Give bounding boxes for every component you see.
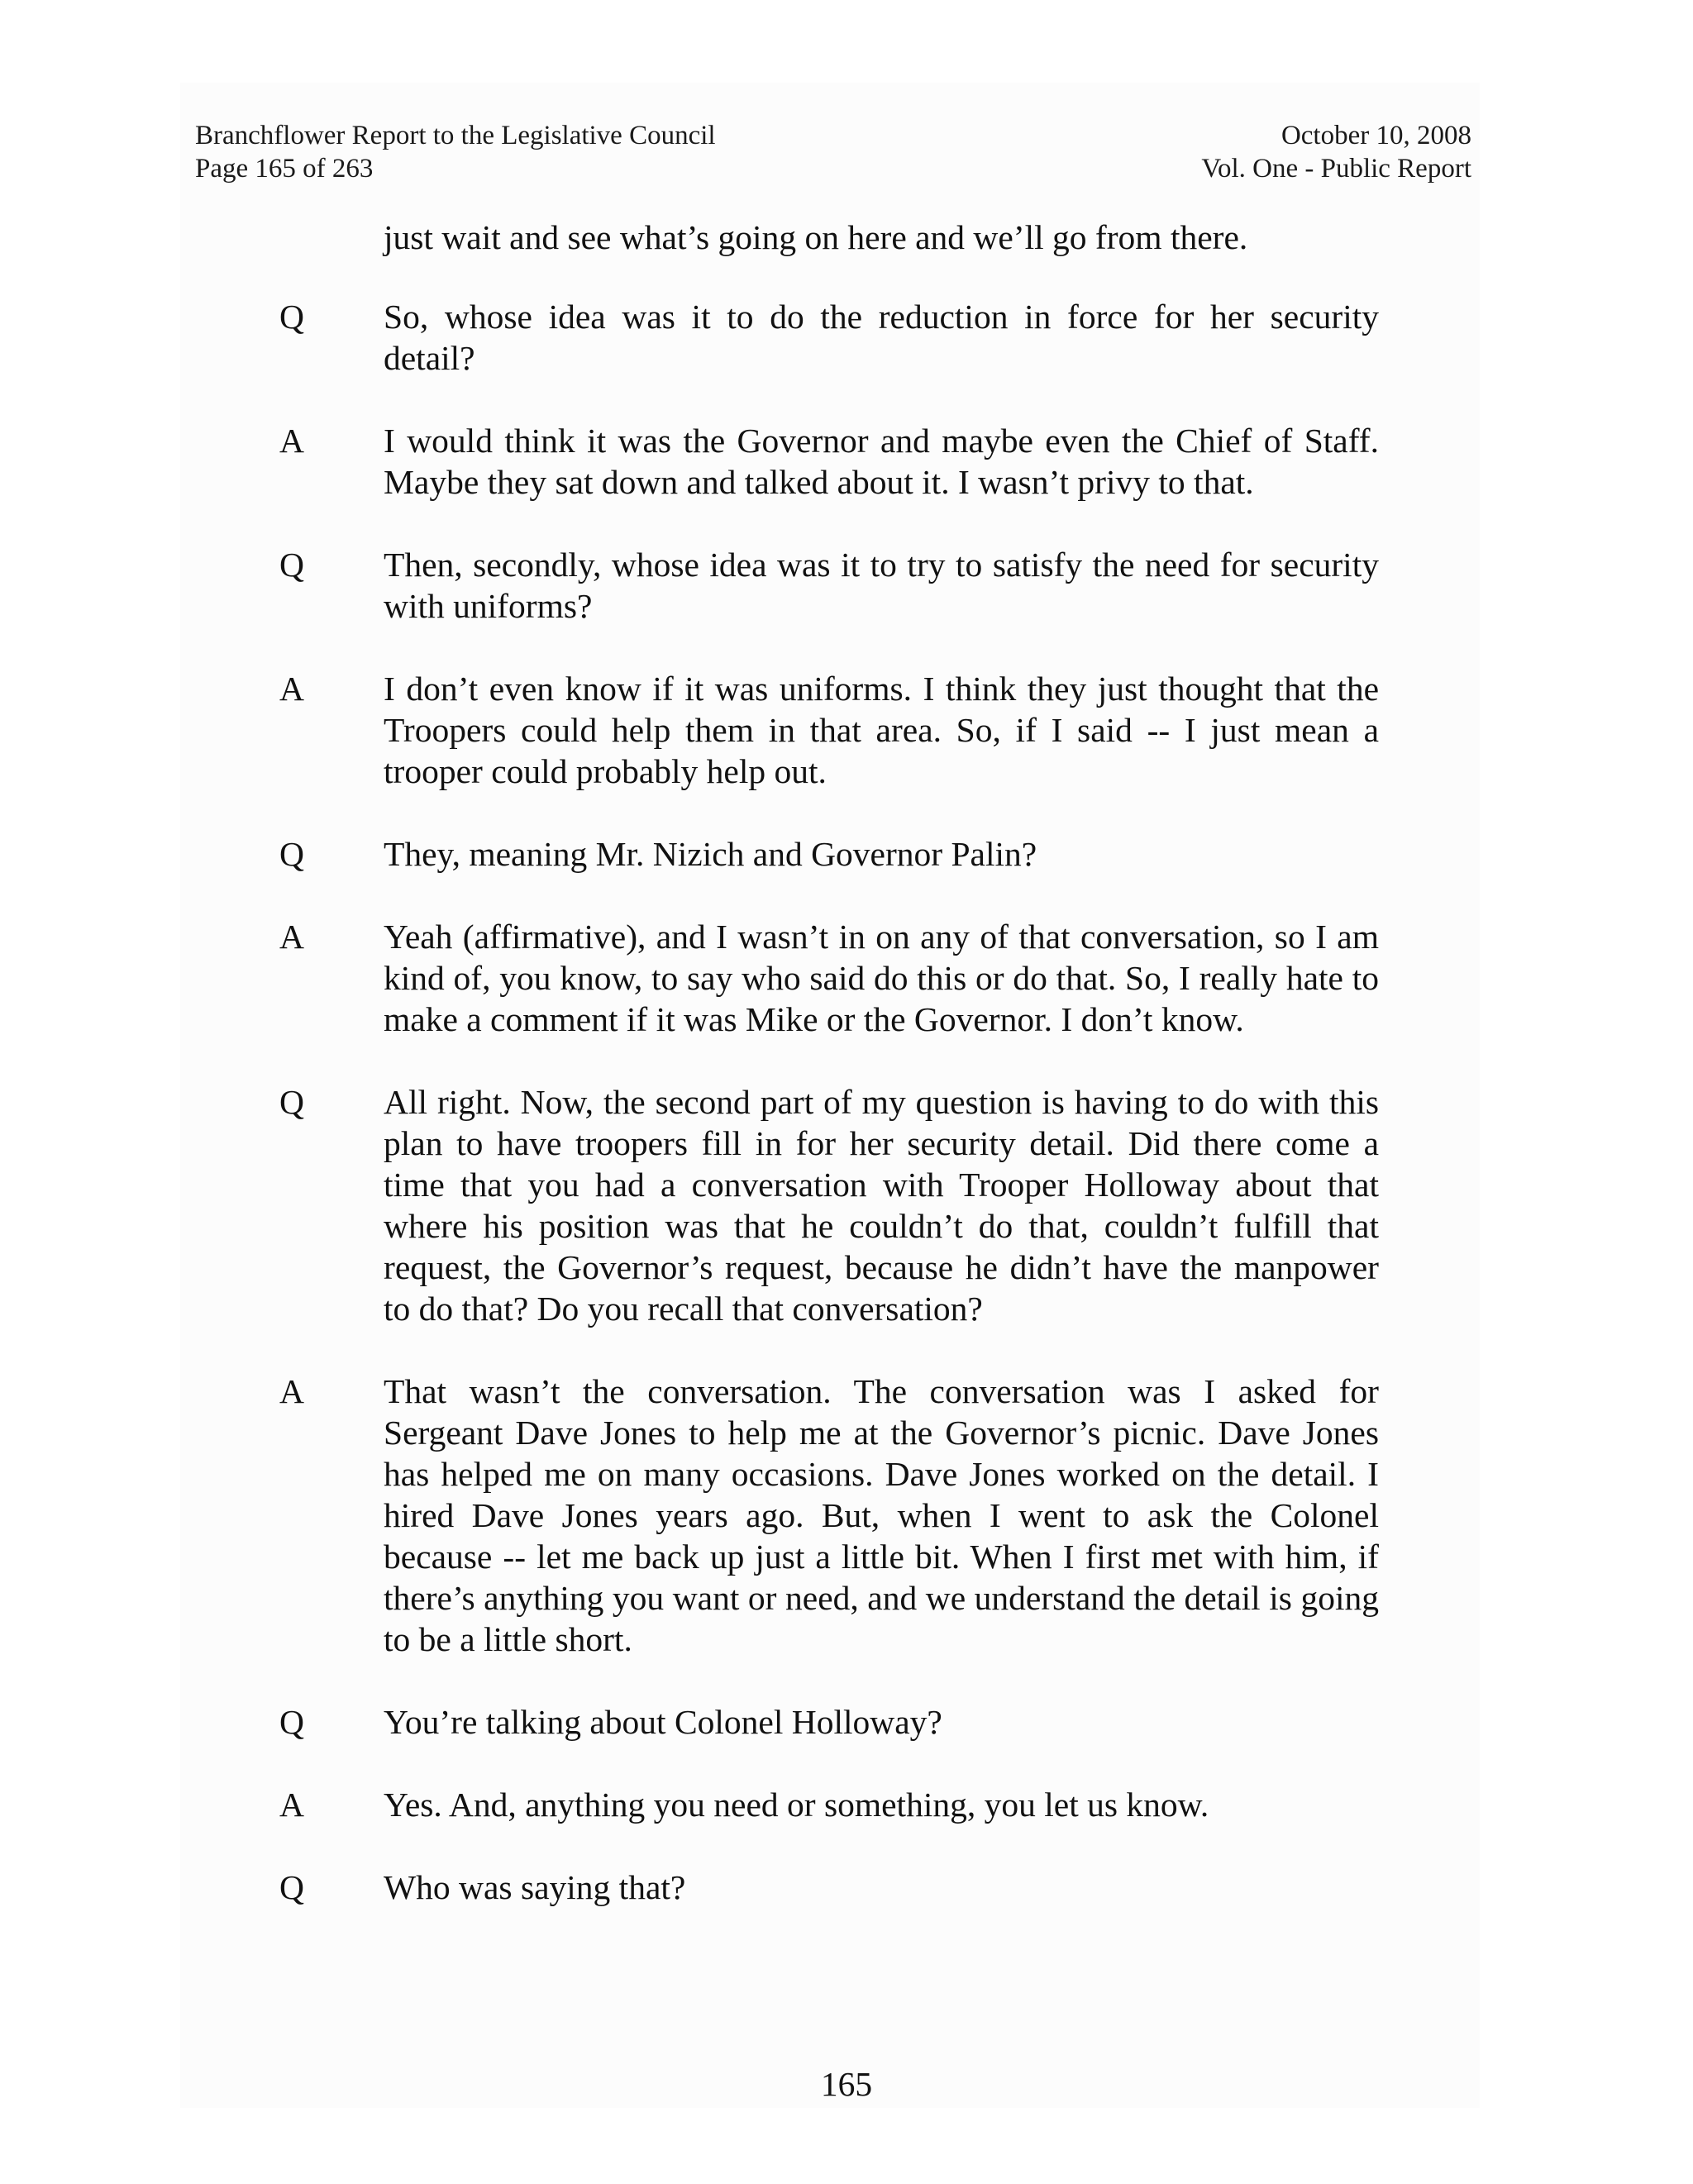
transcript-entry (279, 1867, 1379, 1908)
transcript-entry (279, 1081, 1379, 1329)
speaker-label: Q (279, 835, 304, 873)
transcript-entry (279, 916, 1379, 1040)
header-left (195, 119, 716, 185)
entry-text: Yes. And, anything you need or something, you let us know. (384, 1786, 1209, 1824)
entry-text: Yeah (affirmative), and I wasn’t in on any of that conversation, so I am kind of, you know, to say who said do this or do that. So, I really hate to make a comment if it was Mike or the Governor. I don’t know. (384, 918, 1379, 1038)
volume-label: Vol. One - Public Report (1201, 154, 1471, 184)
speaker-label: Q (279, 1868, 304, 1906)
speaker-label: A (279, 918, 304, 956)
entry-text: They, meaning Mr. Nizich and Governor Palin? (384, 835, 1037, 873)
entry-text: Then, secondly, whose idea was it to try to satisfy the need for security with uniforms? (384, 546, 1379, 625)
speaker-label: Q (279, 1703, 304, 1741)
transcript-entry (279, 1371, 1379, 1660)
entry-text: All right. Now, the second part of my question is having to do with this plan to have troopers fill in for her security detail. Did there come a time that you had a conversation with Trooper Holloway about that where his position was that he couldn’t do that, couldn’t fulfill that request, the Governor’s request, because he didn’t have the manpower to do that? Do you recall that conversation? (384, 1083, 1379, 1328)
transcript-entry (279, 544, 1379, 627)
speaker-label: A (279, 670, 304, 708)
report-title: Branchflower Report to the Legislative Council (195, 121, 716, 150)
transcript-entry (279, 420, 1379, 503)
transcript (279, 217, 1379, 1949)
report-date: October 10, 2008 (1280, 121, 1471, 150)
transcript-continuation (279, 217, 1379, 258)
entry-text: That wasn’t the conversation. The conversation was I asked for Sergeant Dave Jones to help me at the Governor’s picnic. Dave Jones has helped me on many occasions. Dave Jones worked on the detail. I hired Dave Jones years ago. But, when I went to ask the Colonel because -- let me back up just a little bit. When I first met with him, if there’s anything you want or need, and we understand the detail is going to be a little short. (384, 1372, 1379, 1658)
entry-text: You’re talking about Colonel Holloway? (384, 1703, 942, 1741)
header-right (1201, 119, 1471, 185)
page-counter: Page 165 of 263 (195, 154, 374, 184)
speaker-label: A (279, 1786, 304, 1824)
entry-text: Who was saying that? (384, 1868, 686, 1906)
speaker-label: Q (279, 546, 304, 584)
continuation-text: just wait and see what’s going on here and we’ll go from there. (384, 218, 1248, 256)
transcript-entry (279, 668, 1379, 792)
speaker-label: Q (279, 298, 304, 336)
transcript-entry (279, 296, 1379, 379)
entry-text: So, whose idea was it to do the reduction in force for her security detail? (384, 298, 1379, 377)
page-number: 165 (820, 2065, 873, 2103)
speaker-label: Q (279, 1083, 304, 1121)
speaker-label: A (279, 1372, 304, 1410)
entry-text: I don’t even know if it was uniforms. I think they just thought that the Troopers could help them in that area. So, if I said -- I just mean a trooper could probably help out. (384, 670, 1379, 790)
transcript-entry (279, 1784, 1379, 1825)
entry-text: I would think it was the Governor and maybe even the Chief of Staff. Maybe they sat down and talked about it. I wasn’t privy to that. (384, 422, 1379, 501)
transcript-entry (279, 833, 1379, 875)
transcript-entry (279, 1701, 1379, 1743)
speaker-label: A (279, 422, 304, 460)
